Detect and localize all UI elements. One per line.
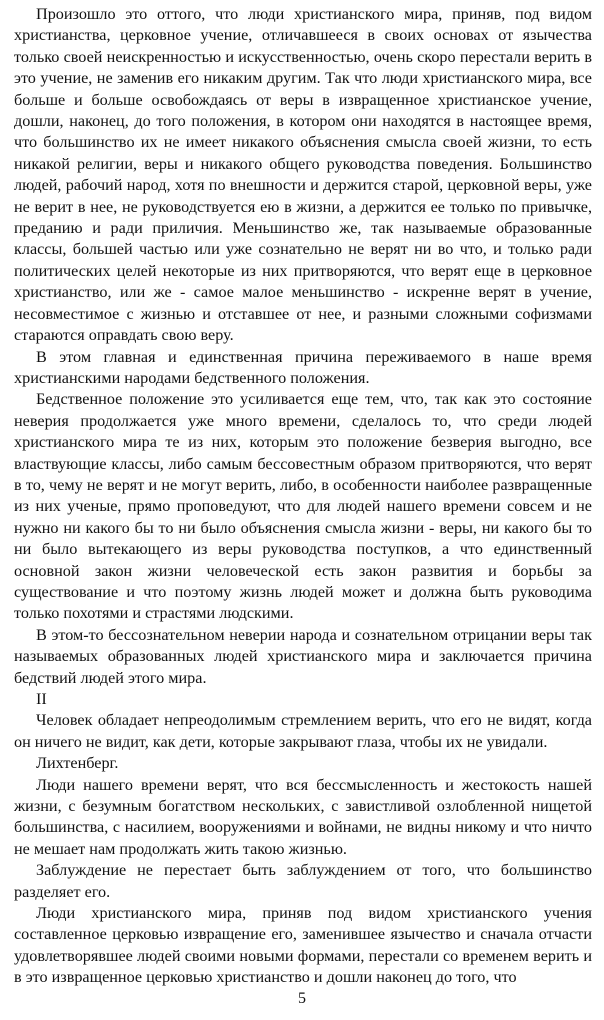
author-attribution: Лихтенберг. (36, 754, 119, 773)
page-number: 5 (298, 990, 306, 1007)
paragraph: Люди христианского мира, приняв под видом христианского учения составленное церковью извращение его, заменившее язычество и сначала отчасти удовлетворявшее людей своими новыми формами, перестали со временем верить и в это извращенное церковью христианство и дошли наконец до того, что (14, 904, 592, 987)
paragraph: Бедственное положение это усиливается еще тем, что, так как это состояние неверия продолжается уже много времени, сделалось то, что среди людей христианского мира те из них, которым это положение безверия выгодно, все властвующие классы, либо самым бессовестным образом притворяются, что верят в то, чему не верят и не могут верить, либо, в особенности наиболее развращенные из них ученые, прямо проповедуют, что для людей нашего времени совсем и не нужно ни какого бы то ни было объяснения смысла жизни - веры, ни какого бы то ни было вытекающего из веры руководства поступков, а что единственный основной закон жизни человеческой есть закон развития и борьбы за существование и что поэтому жизнь людей может и должна быть руководима только похотями и страстями людскими. (14, 390, 592, 623)
paragraph: В этом-то бессознательном неверии народа и сознательном отрицании веры так называемых образованных людей христианского мира и заключается причина бедствий людей этого мира. (14, 625, 592, 687)
paragraph: Заблуждение не перестает быть заблуждением от того, что большинство разделяет его. (14, 861, 592, 901)
paragraph: Люди нашего времени верят, что вся бессмысленность и жестокость нашей жизни, с безумным богатством нескольких, с завистливой озлобленной нищетой большинства, с насилием, вооружениями и войнами, не видны никому и что ничто не мешает нам продолжать жить такою жизнью. (14, 775, 592, 858)
paragraph: В этом главная и единственная причина переживаемого в наше время христианскими народами бедственного положения. (14, 347, 592, 387)
paragraph: Произошло это оттого, что люди христианского мира, приняв, под видом христианства, церковное учение, отличавшееся в своих основах от язычества только своей неискренностью и искусственностью, очень скоро перестали верить в это учение, не заменив его никаким другим. Так что люди христианского мира, все больше и больше освобождаясь от веры в извращенное христианское учение, дошли, наконец, до того положения, в котором они находятся в настоящее время, что большинство их не имеет никакого объяснения смысла своей жизни, то есть никакой религии, веры и никакого общего руководства поведения. Большинство людей, рабочий народ, хотя по внешности и держится старой, церковной веры, уже не верит в нее, не руководствуется ею в жизни, а держится ее только по привычке, преданию и ради приличия. Меньшинство же, так называемые образованные классы, большей частью или уже сознательно не верят ни во что, и только ради политических целей некоторые из них притворяются, что верят еще в церковное христианство, или же - самое малое меньшинство - искренне верят в учение, несовместимое с жизнью и отставшее от нее, и разными сложными софизмами стараются оправдать свою веру. (14, 5, 592, 345)
section-heading: II (36, 690, 47, 708)
book-page (14, 4, 592, 1016)
paragraph: Человек обладает непреодолимым стремлением верить, что его не видят, когда он ничего не видит, как дети, которые закрывают глаза, чтобы их не увидали. (14, 711, 592, 751)
